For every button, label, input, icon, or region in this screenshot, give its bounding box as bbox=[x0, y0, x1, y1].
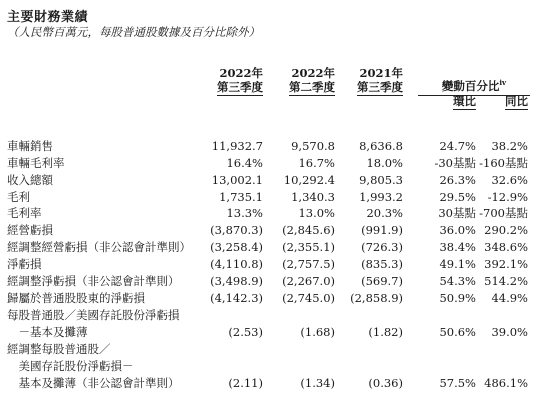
value-2022-q3: 16.4% bbox=[226, 156, 263, 170]
row-label: 經營虧損 bbox=[7, 223, 53, 237]
value-2022-q3: 13,002.1 bbox=[211, 173, 263, 187]
page-subtitle: （人民幣百萬元，每股普通股數據及百分比除外） bbox=[7, 25, 260, 39]
footnote-marker: iv bbox=[499, 78, 507, 87]
qoq-header: 環比 bbox=[453, 94, 476, 108]
row-label: －基本及攤薄 bbox=[7, 325, 88, 339]
column-header-2021-q3 bbox=[357, 66, 403, 96]
value-2021-q3: (1.82) bbox=[368, 325, 403, 339]
table-row bbox=[0, 342, 539, 356]
value-yoy: -160基點 bbox=[479, 156, 528, 170]
value-qoq: 24.7% bbox=[439, 139, 476, 153]
value-qoq: 50.6% bbox=[439, 325, 476, 339]
value-2022-q2: (2,355.1) bbox=[282, 240, 335, 254]
table-row bbox=[0, 223, 539, 237]
row-label: 每股普通股／美國存託股份淨虧損 bbox=[7, 308, 180, 322]
value-2022-q3: (3,258.4) bbox=[210, 240, 263, 254]
change-percent-header bbox=[418, 75, 530, 96]
value-yoy: 486.1% bbox=[484, 376, 528, 390]
value-2022-q3: 1,735.1 bbox=[219, 190, 263, 204]
table-row bbox=[0, 206, 539, 220]
value-qoq: 49.1% bbox=[439, 257, 476, 271]
table-row bbox=[0, 139, 539, 153]
value-2022-q3: 13.3% bbox=[226, 206, 263, 220]
row-label: 經調整淨虧損（非公認會計準則） bbox=[7, 274, 180, 288]
row-label: 車輛銷售 bbox=[7, 139, 53, 153]
table-row bbox=[0, 257, 539, 271]
table-row bbox=[0, 240, 539, 254]
value-yoy: 44.9% bbox=[491, 291, 528, 305]
value-yoy: 348.6% bbox=[484, 240, 528, 254]
value-qoq: 57.5% bbox=[439, 376, 476, 390]
value-2022-q2: (2,745.0) bbox=[282, 291, 335, 305]
value-2022-q3: (4,110.8) bbox=[210, 257, 263, 271]
value-yoy: 32.6% bbox=[491, 173, 528, 187]
value-2022-q3: (2.11) bbox=[228, 376, 263, 390]
value-2021-q3: (726.3) bbox=[361, 240, 403, 254]
value-qoq: 54.3% bbox=[439, 274, 476, 288]
column-header-year: 2022年 bbox=[291, 66, 335, 80]
value-2021-q3: 18.0% bbox=[366, 156, 403, 170]
value-2022-q3: 11,932.7 bbox=[211, 139, 263, 153]
value-2022-q3: (2.53) bbox=[228, 325, 263, 339]
table-row bbox=[0, 291, 539, 305]
value-2022-q2: (1.34) bbox=[300, 376, 335, 390]
column-header-quarter: 第三季度 bbox=[357, 80, 403, 94]
value-2022-q2: (2,845.6) bbox=[282, 223, 335, 237]
table-row bbox=[0, 173, 539, 187]
value-2022-q2: (2,757.5) bbox=[282, 257, 335, 271]
value-2022-q2: 9,570.8 bbox=[291, 139, 335, 153]
column-header-quarter: 第三季度 bbox=[217, 80, 263, 94]
value-qoq: 26.3% bbox=[439, 173, 476, 187]
change-percent-label: 變動百分比 bbox=[441, 78, 500, 93]
page-title: 主要財務業績 bbox=[7, 10, 89, 25]
value-qoq: 50.9% bbox=[439, 291, 476, 305]
table-row bbox=[0, 190, 539, 204]
table-row bbox=[0, 359, 539, 373]
value-yoy: 290.2% bbox=[484, 223, 528, 237]
value-2022-q2: (2,267.0) bbox=[282, 274, 335, 288]
value-2022-q3: (3,498.9) bbox=[210, 274, 263, 288]
column-header-quarter: 第二季度 bbox=[289, 80, 335, 94]
row-label: 美國存託股份淨虧損－ bbox=[7, 359, 134, 373]
column-header-2022-q2 bbox=[289, 66, 335, 96]
table-row bbox=[0, 308, 539, 322]
value-yoy: -700基點 bbox=[479, 206, 528, 220]
value-yoy: 392.1% bbox=[484, 257, 528, 271]
table-row bbox=[0, 325, 539, 339]
value-yoy: -12.9% bbox=[487, 190, 528, 204]
yoy-header: 同比 bbox=[505, 94, 528, 108]
value-2021-q3: (0.36) bbox=[368, 376, 403, 390]
value-2021-q3: 1,993.2 bbox=[359, 190, 403, 204]
column-header-2022-q3 bbox=[217, 66, 263, 96]
row-label: 經調整每股普通股／ bbox=[7, 342, 111, 356]
value-yoy: 514.2% bbox=[484, 274, 528, 288]
table-row bbox=[0, 156, 539, 170]
value-2022-q3: (4,142.3) bbox=[210, 291, 263, 305]
value-2022-q3: (3,870.3) bbox=[210, 223, 263, 237]
table-row bbox=[0, 376, 539, 390]
row-label: 毛利率 bbox=[7, 206, 42, 220]
value-2021-q3: 9,805.3 bbox=[359, 173, 403, 187]
value-yoy: 38.2% bbox=[491, 139, 528, 153]
value-2021-q3: (991.9) bbox=[361, 223, 403, 237]
row-label: 經調整經營虧損（非公認會計準則） bbox=[7, 240, 191, 254]
value-2022-q2: 16.7% bbox=[298, 156, 335, 170]
value-qoq: 29.5% bbox=[439, 190, 476, 204]
row-label: 車輛毛利率 bbox=[7, 156, 65, 170]
value-2022-q2: 13.0% bbox=[298, 206, 335, 220]
row-label: 基本及攤薄（非公認會計準則） bbox=[7, 376, 180, 390]
value-qoq: 38.4% bbox=[439, 240, 476, 254]
table-row bbox=[0, 274, 539, 288]
row-label: 歸屬於普通股股東的淨虧損 bbox=[7, 291, 145, 305]
value-2022-q2: 10,292.4 bbox=[283, 173, 335, 187]
row-label: 毛利 bbox=[7, 190, 30, 204]
column-header-year: 2021年 bbox=[359, 66, 403, 80]
row-label: 收入總額 bbox=[7, 173, 53, 187]
value-2021-q3: 20.3% bbox=[366, 206, 403, 220]
value-2022-q2: 1,340.3 bbox=[291, 190, 335, 204]
row-label: 淨虧損 bbox=[7, 257, 42, 271]
value-2021-q3: (2,858.9) bbox=[350, 291, 403, 305]
value-2021-q3: (835.3) bbox=[361, 257, 403, 271]
value-qoq: 36.0% bbox=[439, 223, 476, 237]
column-header-year: 2022年 bbox=[219, 66, 263, 80]
value-qoq: 30基點 bbox=[438, 206, 476, 220]
value-qoq: -30基點 bbox=[434, 156, 476, 170]
value-2021-q3: 8,636.8 bbox=[359, 139, 403, 153]
value-2021-q3: (569.7) bbox=[361, 274, 403, 288]
value-2022-q2: (1.68) bbox=[300, 325, 335, 339]
value-yoy: 39.0% bbox=[491, 325, 528, 339]
